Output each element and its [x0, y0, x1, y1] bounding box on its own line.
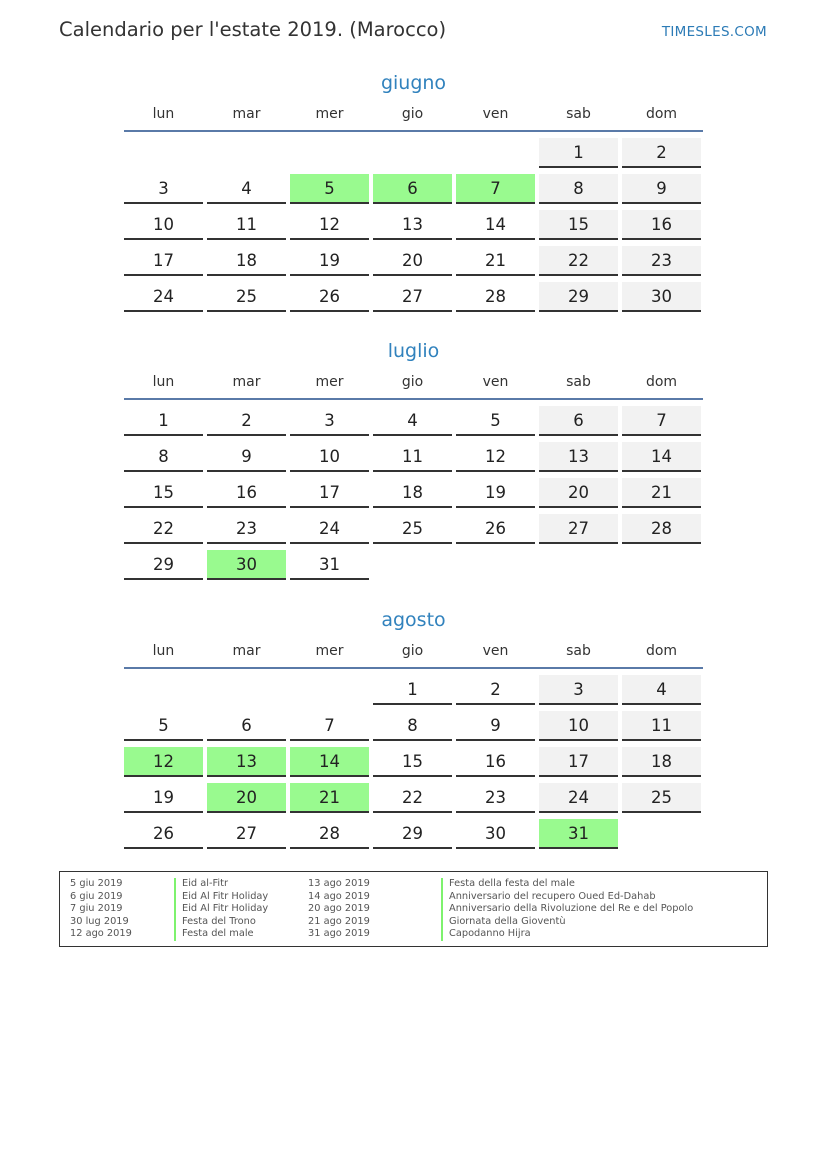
- holiday-day-cell: 5: [290, 174, 369, 204]
- weekend-day-cell: 30: [622, 282, 701, 312]
- legend-holiday-name: Festa del Trono: [174, 916, 268, 929]
- weekday-header-row: [124, 635, 703, 669]
- day-cell: 26: [124, 819, 203, 849]
- day-cell: 22: [373, 783, 452, 813]
- day-cell: 11: [373, 442, 452, 472]
- legend-date: 21 ago 2019: [308, 915, 370, 927]
- legend-date: 12 ago 2019: [70, 928, 132, 939]
- legend-holiday-name: Festa della festa del male: [441, 878, 693, 891]
- weekday-header-row: [124, 98, 703, 132]
- day-cell: 16: [456, 747, 535, 777]
- weekend-day-cell: 27: [539, 514, 618, 544]
- day-cell: 9: [207, 442, 286, 472]
- month-title: agosto: [381, 609, 446, 631]
- holiday-day-cell: 12: [124, 747, 203, 777]
- weekday-label: gio: [401, 106, 424, 122]
- weeks-grid: [124, 132, 703, 318]
- empty-day-cell: [373, 550, 452, 580]
- legend-date: 31 ago 2019: [308, 928, 370, 939]
- holiday-day-cell: 20: [207, 783, 286, 813]
- day-cell: 8: [373, 711, 452, 741]
- legend-holiday-name: Capodanno Hijra: [441, 928, 693, 941]
- weekend-day-cell: 8: [539, 174, 618, 204]
- holiday-day-cell: 7: [456, 174, 535, 204]
- holiday-day-cell: 31: [539, 819, 618, 849]
- weekday-label: dom: [645, 643, 678, 659]
- legend-date: 20 ago 2019: [308, 903, 370, 914]
- day-cell: 13: [373, 210, 452, 240]
- day-cell: 3: [124, 174, 203, 204]
- day-cell: 23: [207, 514, 286, 544]
- day-cell: 21: [456, 246, 535, 276]
- week-row: [124, 550, 703, 586]
- month-july: [124, 336, 703, 586]
- day-cell: 30: [456, 819, 535, 849]
- week-row: [124, 406, 703, 442]
- weekday-label: mar: [232, 106, 261, 122]
- week-row: [124, 514, 703, 550]
- day-cell: 8: [124, 442, 203, 472]
- day-cell: 25: [207, 282, 286, 312]
- weekend-day-cell: 15: [539, 210, 618, 240]
- empty-day-cell: [539, 550, 618, 580]
- week-row: [124, 747, 703, 783]
- weeks-grid: [124, 400, 703, 586]
- weekend-day-cell: 13: [539, 442, 618, 472]
- legend-date: 14 ago 2019: [308, 890, 370, 902]
- weekday-label: sab: [566, 643, 591, 659]
- day-cell: 29: [373, 819, 452, 849]
- weekend-day-cell: 6: [539, 406, 618, 436]
- day-cell: 5: [124, 711, 203, 741]
- weekday-label: mer: [315, 643, 344, 659]
- weekday-label: mer: [315, 106, 344, 122]
- weekend-day-cell: 20: [539, 478, 618, 508]
- legend-date: 30 lug 2019: [70, 915, 129, 927]
- empty-day-cell: [290, 675, 369, 705]
- weekend-day-cell: 3: [539, 675, 618, 705]
- legend-holiday-name: Anniversario della Rivoluzione del Re e del Popolo: [441, 903, 693, 916]
- month-august: [124, 605, 703, 855]
- week-row: [124, 675, 703, 711]
- weekend-day-cell: 25: [622, 783, 701, 813]
- day-cell: 29: [124, 550, 203, 580]
- day-cell: 18: [207, 246, 286, 276]
- legend-holiday-name: Eid Al Fitr Holiday: [174, 891, 268, 904]
- week-row: [124, 138, 703, 174]
- weekday-label: mer: [315, 374, 344, 390]
- empty-day-cell: [290, 138, 369, 168]
- weekend-day-cell: 22: [539, 246, 618, 276]
- week-row: [124, 478, 703, 514]
- page-title: Calendario per l'estate 2019. (Marocco): [59, 18, 447, 41]
- day-cell: 28: [290, 819, 369, 849]
- day-cell: 19: [290, 246, 369, 276]
- weekend-day-cell: 16: [622, 210, 701, 240]
- month-title: giugno: [380, 72, 447, 94]
- day-cell: 19: [124, 783, 203, 813]
- day-cell: 4: [373, 406, 452, 436]
- weekend-day-cell: 23: [622, 246, 701, 276]
- legend-holiday-name: Eid Al Fitr Holiday: [174, 903, 268, 916]
- weekday-label: ven: [482, 106, 509, 122]
- day-cell: 2: [456, 675, 535, 705]
- legend-date: 6 giu 2019: [70, 890, 123, 902]
- day-cell: 1: [124, 406, 203, 436]
- weeks-grid: [124, 669, 703, 855]
- day-cell: 1: [373, 675, 452, 705]
- weekend-day-cell: 17: [539, 747, 618, 777]
- day-cell: 5: [456, 406, 535, 436]
- day-cell: 14: [456, 210, 535, 240]
- day-cell: 6: [207, 711, 286, 741]
- week-row: [124, 711, 703, 747]
- weekday-label: sab: [566, 374, 591, 390]
- day-cell: 20: [373, 246, 452, 276]
- weekend-day-cell: 7: [622, 406, 701, 436]
- month-june: [124, 68, 703, 318]
- empty-day-cell: [456, 138, 535, 168]
- empty-day-cell: [124, 675, 203, 705]
- day-cell: 19: [456, 478, 535, 508]
- legend-left-dates: [70, 878, 132, 941]
- day-cell: 10: [290, 442, 369, 472]
- weekday-label: lun: [152, 643, 175, 659]
- legend-date: 7 giu 2019: [70, 903, 123, 914]
- day-cell: 16: [207, 478, 286, 508]
- weekend-day-cell: 28: [622, 514, 701, 544]
- day-cell: 15: [124, 478, 203, 508]
- legend-date: 13 ago 2019: [308, 878, 370, 889]
- weekend-day-cell: 24: [539, 783, 618, 813]
- day-cell: 12: [290, 210, 369, 240]
- day-cell: 28: [456, 282, 535, 312]
- week-row: [124, 246, 703, 282]
- day-cell: 11: [207, 210, 286, 240]
- holiday-day-cell: 6: [373, 174, 452, 204]
- weekday-label: mar: [232, 374, 261, 390]
- empty-day-cell: [207, 675, 286, 705]
- holiday-day-cell: 13: [207, 747, 286, 777]
- day-cell: 22: [124, 514, 203, 544]
- week-row: [124, 174, 703, 210]
- weekday-label: mar: [232, 643, 261, 659]
- day-cell: 2: [207, 406, 286, 436]
- day-cell: 27: [373, 282, 452, 312]
- week-row: [124, 819, 703, 855]
- empty-day-cell: [207, 138, 286, 168]
- weekday-label: sab: [566, 106, 591, 122]
- legend-holiday-name: Eid al-Fitr: [174, 878, 268, 891]
- week-row: [124, 783, 703, 819]
- day-cell: 17: [124, 246, 203, 276]
- legend-date: 5 giu 2019: [70, 878, 123, 889]
- legend-holiday-name: Festa del male: [174, 928, 268, 941]
- holiday-legend: [59, 871, 768, 947]
- weekday-label: dom: [645, 374, 678, 390]
- empty-day-cell: [622, 550, 701, 580]
- empty-day-cell: [456, 550, 535, 580]
- site-link[interactable]: TIMESLES.COM: [661, 24, 767, 40]
- weekend-day-cell: 10: [539, 711, 618, 741]
- day-cell: 23: [456, 783, 535, 813]
- legend-right-dates: [308, 878, 370, 941]
- weekend-day-cell: 1: [539, 138, 618, 168]
- legend-left-names: [174, 878, 268, 941]
- weekday-label: gio: [401, 374, 424, 390]
- weekend-day-cell: 29: [539, 282, 618, 312]
- week-row: [124, 442, 703, 478]
- legend-holiday-name: Anniversario del recupero Oued Ed-Dahab: [441, 891, 693, 904]
- day-cell: 15: [373, 747, 452, 777]
- weekday-label: lun: [152, 374, 175, 390]
- day-cell: 24: [124, 282, 203, 312]
- weekday-label: ven: [482, 643, 509, 659]
- day-cell: 10: [124, 210, 203, 240]
- holiday-day-cell: 21: [290, 783, 369, 813]
- holiday-day-cell: 14: [290, 747, 369, 777]
- day-cell: 7: [290, 711, 369, 741]
- empty-day-cell: [373, 138, 452, 168]
- weekend-day-cell: 21: [622, 478, 701, 508]
- legend-holiday-name: Giornata della Gioventù: [441, 916, 693, 929]
- empty-day-cell: [124, 138, 203, 168]
- day-cell: 24: [290, 514, 369, 544]
- weekday-label: dom: [645, 106, 678, 122]
- weekday-label: gio: [401, 643, 424, 659]
- weekend-day-cell: 4: [622, 675, 701, 705]
- weekend-day-cell: 18: [622, 747, 701, 777]
- day-cell: 9: [456, 711, 535, 741]
- holiday-day-cell: 30: [207, 550, 286, 580]
- weekend-day-cell: 11: [622, 711, 701, 741]
- weekend-day-cell: 14: [622, 442, 701, 472]
- month-title: luglio: [387, 340, 440, 362]
- empty-day-cell: [622, 819, 701, 849]
- weekday-header-row: [124, 366, 703, 400]
- week-row: [124, 210, 703, 246]
- week-row: [124, 282, 703, 318]
- day-cell: 12: [456, 442, 535, 472]
- day-cell: 18: [373, 478, 452, 508]
- day-cell: 4: [207, 174, 286, 204]
- legend-right-names: [441, 878, 693, 941]
- day-cell: 3: [290, 406, 369, 436]
- weekday-label: lun: [152, 106, 175, 122]
- weekend-day-cell: 2: [622, 138, 701, 168]
- day-cell: 27: [207, 819, 286, 849]
- day-cell: 26: [456, 514, 535, 544]
- day-cell: 26: [290, 282, 369, 312]
- day-cell: 31: [290, 550, 369, 580]
- day-cell: 17: [290, 478, 369, 508]
- weekday-label: ven: [482, 374, 509, 390]
- weekend-day-cell: 9: [622, 174, 701, 204]
- day-cell: 25: [373, 514, 452, 544]
